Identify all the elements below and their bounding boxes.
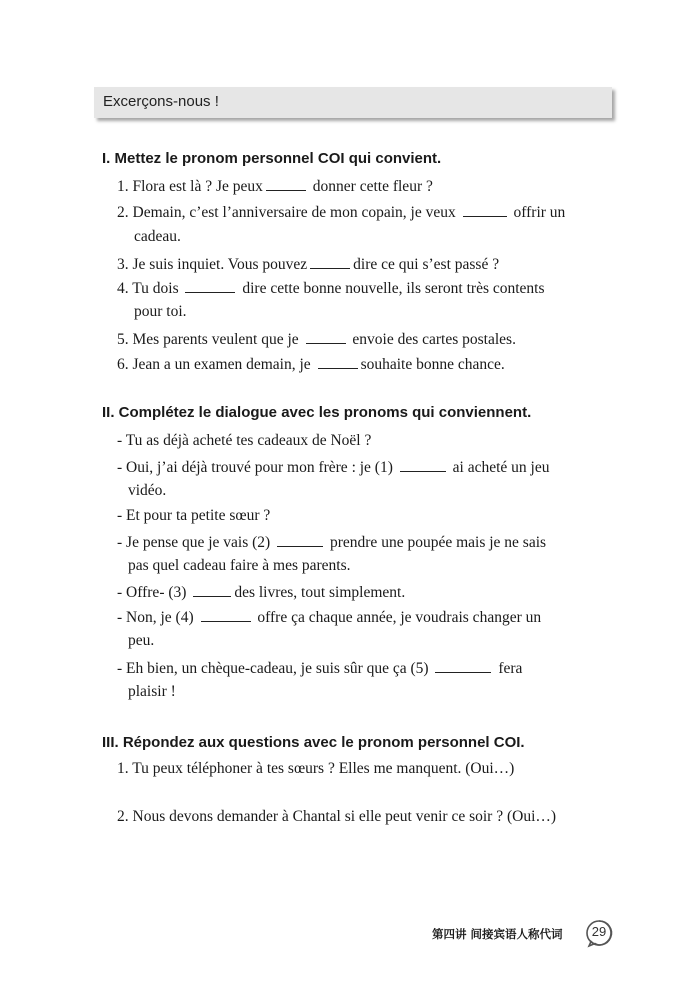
- s2-line-7-text-a: - Eh bien, un chèque-cadeau, je suis sûr que ça (5): [117, 660, 429, 677]
- s1-item-2-text-b: offrir un: [513, 204, 566, 221]
- answer-blank: [435, 658, 491, 673]
- s2-line-5-text-b: des livres, tout simplement.: [234, 584, 406, 601]
- s1-item-4-cont: pour toi.: [134, 303, 187, 320]
- answer-blank: [201, 607, 251, 622]
- s1-item-6-text-a: 6. Jean a un examen demain, je: [117, 356, 311, 373]
- s1-item-4-text-b: dire cette bonne nouvelle, ils seront très contents: [242, 280, 545, 297]
- s3-item-2: 2. Nous devons demander à Chantal si elle peut venir ce soir ? (Oui…): [117, 808, 557, 825]
- s1-item-6: [117, 354, 505, 374]
- chapter-label: 第四讲 间接宾语人称代词: [432, 927, 563, 941]
- s2-line-2: [117, 457, 549, 477]
- s3-item-1: 1. Tu peux téléphoner à tes sœurs ? Elles me manquent. (Oui…): [117, 760, 515, 777]
- s1-item-4-text-a: 4. Tu dois: [117, 280, 179, 297]
- section-1-title: I. Mettez le pronom personnel COI qui convient.: [102, 150, 442, 167]
- s1-item-2-text-a: 2. Demain, c’est l’anniversaire de mon copain, je veux: [117, 204, 456, 221]
- s1-item-5: [117, 329, 516, 349]
- answer-blank: [400, 457, 446, 472]
- s2-line-5: [117, 582, 405, 602]
- s2-line-4-cont: pas quel cadeau faire à mes parents.: [128, 557, 351, 574]
- answer-blank: [193, 582, 231, 597]
- page-number: 29: [591, 924, 607, 939]
- s1-item-3-text-a: 3. Je suis inquiet. Vous pouvez: [117, 256, 308, 273]
- s2-line-2-cont: vidéo.: [128, 482, 167, 499]
- exercise-banner: [94, 87, 612, 118]
- section-2-title: II. Complétez le dialogue avec les pronoms qui conviennent.: [102, 404, 532, 421]
- s2-line-1: - Tu as déjà acheté tes cadeaux de Noël ?: [117, 432, 372, 449]
- s1-item-3-text-b: dire ce qui s’est passé ?: [353, 256, 500, 273]
- s1-item-6-text-b: souhaite bonne chance.: [360, 356, 505, 373]
- s1-item-1-text-b: donner cette fleur ?: [312, 178, 433, 195]
- s2-line-7-text-b: fera: [498, 660, 523, 677]
- s2-line-4-text-a: - Je pense que je vais (2): [117, 534, 271, 551]
- s2-line-4: [117, 532, 546, 552]
- answer-blank: [463, 202, 507, 217]
- s2-line-3: - Et pour ta petite sœur ?: [117, 507, 271, 524]
- s2-line-4-text-b: prendre une poupée mais je ne sais: [329, 534, 547, 551]
- s1-item-3: [117, 254, 499, 274]
- s1-item-2-cont: cadeau.: [134, 228, 181, 245]
- answer-blank: [277, 532, 323, 547]
- answer-blank: [266, 176, 306, 191]
- s1-item-1: [117, 176, 433, 196]
- s2-line-5-text-a: - Offre- (3): [117, 584, 187, 601]
- s2-line-6: [117, 607, 541, 627]
- s2-line-7: [117, 658, 522, 678]
- s2-line-6-text-b: offre ça chaque année, je voudrais changer un: [257, 609, 542, 626]
- answer-blank: [185, 278, 235, 293]
- s2-line-6-text-a: - Non, je (4): [117, 609, 194, 626]
- s1-item-5-text-b: envoie des cartes postales.: [352, 331, 516, 348]
- s1-item-2: [117, 202, 565, 222]
- s1-item-5-text-a: 5. Mes parents veulent que je: [117, 331, 299, 348]
- answer-blank: [318, 354, 358, 369]
- s2-line-2-text-b: ai acheté un jeu: [452, 459, 550, 476]
- s1-item-4: [117, 278, 545, 298]
- s2-line-7-cont: plaisir !: [128, 683, 176, 700]
- answer-blank: [310, 254, 350, 269]
- banner-title: Excerçons-nous !: [103, 93, 219, 110]
- s1-item-1-text-a: 1. Flora est là ? Je peux: [117, 178, 263, 195]
- section-3-title: III. Répondez aux questions avec le pronom personnel COI.: [102, 734, 525, 751]
- answer-blank: [306, 329, 346, 344]
- s2-line-6-cont: peu.: [128, 632, 155, 649]
- s2-line-2-text-a: - Oui, j’ai déjà trouvé pour mon frère : je (1): [117, 459, 393, 476]
- page-number-badge: [585, 919, 613, 947]
